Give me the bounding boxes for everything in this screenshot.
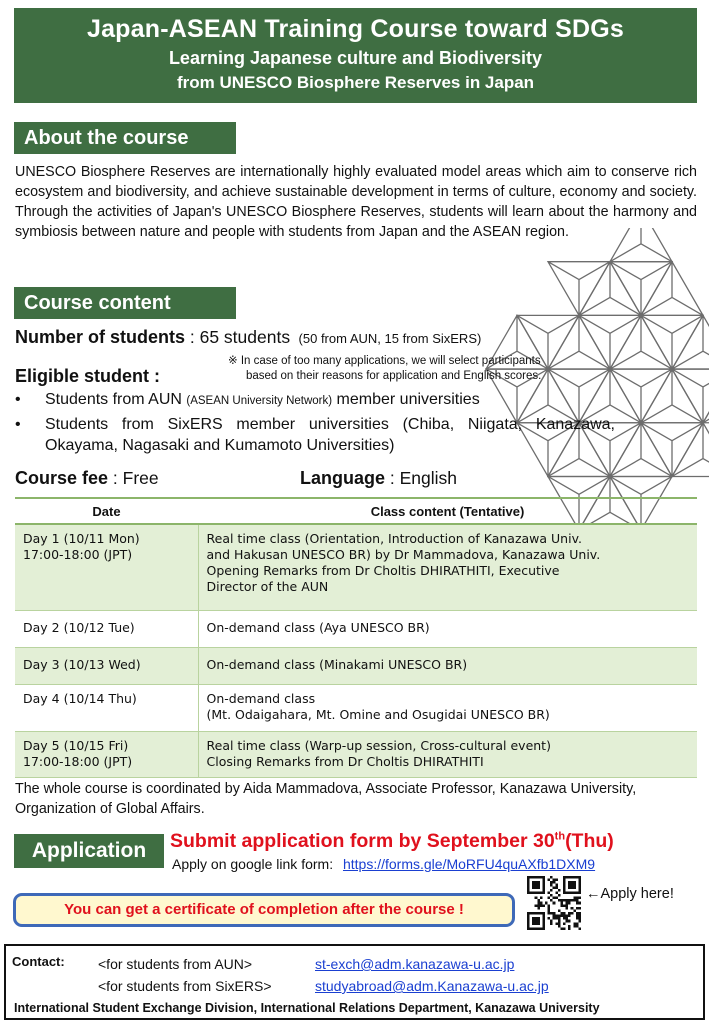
language-label: Language <box>300 468 386 488</box>
certificate-notice: You can get a certificate of completion after the course ! <box>13 893 515 927</box>
contact-aun-label: <for students from AUN> <box>98 956 253 972</box>
table-row: Day 2 (10/12 Tue) On-demand class (Aya UNESCO BR) <box>15 610 697 647</box>
page-title: Japan-ASEAN Training Course toward SDGs <box>86 15 625 43</box>
application-form-link[interactable]: https://forms.gle/MoRFU4quAXfb1DXM9 <box>342 856 596 872</box>
students-value: 65 students <box>199 327 291 347</box>
fee-label: Course fee <box>15 468 109 488</box>
selection-note: ※ In case of too many applications, we will select participants based on their reasons for application and English scores. <box>228 355 542 382</box>
page-subtitle: Learning Japanese culture and Biodiversity <box>168 48 543 68</box>
coordinator-text: The whole course is coordinated by Aida Mammadova, Associate Professor, Kanazawa University, Organization of Global Affairs. <box>15 781 637 817</box>
table-row: Day 3 (10/13 Wed) On-demand class (Minakami UNESCO BR) <box>15 647 697 684</box>
eligible-list <box>15 389 615 456</box>
apply-here-label: ←Apply here! <box>586 886 674 902</box>
contact-label: Contact: <box>12 954 65 969</box>
language-row: Language : English <box>300 468 458 488</box>
contact-box <box>4 944 705 1020</box>
language-value: English <box>399 468 458 488</box>
application-heading: Application <box>14 834 164 868</box>
list-item: • Students from AUN (ASEAN University Network) member universities <box>15 391 480 408</box>
about-text: UNESCO Biosphere Reserves are internationally highly evaluated model areas which aim to conserve rich ecosystem and biodiversity, and achieve sustainable development in terms of culture, economy and society. Through the activities of Japan's UNESCO Biosphere Reserves, students will learn about the harmony and symbiosis between nature and people with students from Japan and the ASEAN region. <box>15 164 697 240</box>
column-header-date: Date <box>15 498 198 524</box>
column-header-content: Class content (Tentative) <box>198 498 697 524</box>
title-banner <box>14 8 697 103</box>
contact-aun-email[interactable]: st-exch@adm.kanazawa-u.ac.jp <box>315 956 515 972</box>
schedule-table <box>15 497 697 778</box>
application-link-label: Apply on google link form: <box>172 856 334 872</box>
table-row: Day 5 (10/15 Fri) 17:00-18:00 (JPT) Real time class (Warp-up session, Cross-cultural event) Closing Remarks from Dr Choltis DHIRATHITI <box>15 731 697 777</box>
table-row: Day 4 (10/14 Thu) On-demand class (Mt. Odaigahara, Mt. Omine and Osugidai UNESCO BR) <box>15 684 697 731</box>
students-detail: (50 from AUN, 15 from SixERS) <box>298 331 482 346</box>
application-link-row <box>172 856 595 872</box>
page-subtitle-2: from UNESCO Biosphere Reserves in Japan <box>176 73 535 92</box>
contact-sixers-email[interactable]: studyabroad@adm.Kanazawa-u.ac.jp <box>315 978 549 994</box>
contact-sixers-label: <for students from SixERS> <box>98 978 272 994</box>
table-row: Day 1 (10/11 Mon) 17:00-18:00 (JPT) Real time class (Orientation, Introduction of Kanazawa Univ. and Hakusan UNESCO BR) by Dr Mammadova, Kanazawa Univ. Opening Remarks from Dr Choltis DHIRATHITI, Executive Director of the AUN <box>15 524 697 610</box>
students-label: Number of students <box>15 327 186 347</box>
fee-value: Free <box>122 468 159 488</box>
about-heading: About the course <box>14 122 236 154</box>
eligible-label: Eligible student : <box>15 366 161 386</box>
contact-office: International Student Exchange Division, International Relations Department, Kanazawa University <box>14 1001 600 1015</box>
students-row: Number of students : 65 students (50 from AUN, 15 from SixERS) <box>15 327 482 347</box>
qr-code[interactable] <box>527 876 581 930</box>
course-content-heading: Course content <box>14 287 236 319</box>
table-header-row <box>15 498 697 524</box>
list-item: • Students from SixERS member universities (Chiba, Niigata, Kanazawa, Okayama, Nagasaki and Kumamoto Universities) <box>15 416 615 454</box>
fee-row: Course fee : Free <box>15 468 159 488</box>
application-deadline: Submit application form by September 30th(Thu) <box>170 830 614 852</box>
